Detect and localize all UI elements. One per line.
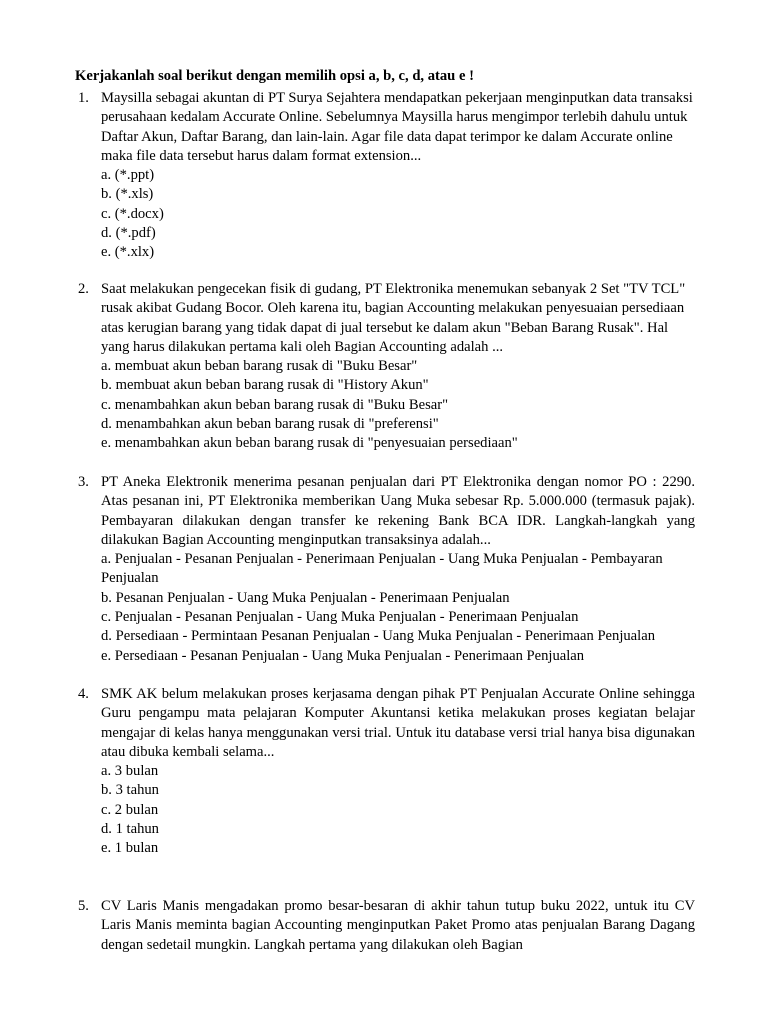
question-number: 1. [78, 90, 89, 106]
question-number: 5. [78, 898, 89, 914]
option-a: a. Penjualan - Pesanan Penjualan - Penerimaan Penjualan - Uang Muka Penjualan - Pembayaran Penjualan [101, 551, 663, 587]
question-text: Maysilla sebagai akuntan di PT Surya Sejahtera mendapatkan pekerjaan menginputkan data transaksi perusahaan kedalam Accurate Online. Sebelumnya Maysilla harus mengimpor terlebih dahulu untuk Daftar Akun, Daftar Barang, dan lain-lain. Agar file data dapat terimpor ke dalam Accurate online maka file data tersebut harus dalam format extension... [101, 90, 693, 164]
option-b: b. 3 tahun [101, 782, 159, 799]
option-c: c. Penjualan - Pesanan Penjualan - Uang Muka Penjualan - Penerimaan Penjualan [101, 609, 579, 626]
question-number: 3. [78, 474, 89, 490]
option-a: a. (*.ppt) [101, 167, 155, 184]
option-a: a. membuat akun beban barang rusak di "Buku Besar" [101, 358, 418, 375]
option-e: e. menambahkan akun beban barang rusak di "penyesuaian persediaan" [101, 435, 518, 452]
question-text: PT Aneka Elektronik menerima pesanan penjualan dari PT Elektronika dengan nomor PO : 2290. Atas pesanan ini, PT Elektronika memberikan Uang Muka sebesar Rp. 5.000.000 (termasuk pajak). Pembayaran dilakukan dengan transfer ke rekening Bank BCA IDR. Langkah-langkah yang dilakukan Bagian Accounting menginputkan transaksinya adalah... [101, 474, 695, 548]
option-b: b. (*.xls) [101, 186, 154, 203]
question-text: SMK AK belum melakukan proses kerjasama dengan pihak PT Penjualan Accurate Online sehingga Guru pengampu mata pelajaran Komputer Akuntansi ketika melakukan proses kegiatan belajar mengajar di kelas hanya menggunakan versi trial. Untuk itu database versi trial hanya bisa digunakan atau dibuka kembali selama... [101, 686, 695, 760]
question-number: 4. [78, 686, 89, 702]
option-d: d. menambahkan akun beban barang rusak di "preferensi" [101, 416, 439, 433]
option-d: d. 1 tahun [101, 821, 159, 838]
question-body [101, 89, 695, 263]
option-a: a. 3 bulan [101, 763, 159, 780]
option-e: e. (*.xlx) [101, 244, 155, 261]
instruction-heading: Kerjakanlah soal berikut dengan memilih opsi a, b, c, d, atau e ! [75, 68, 474, 84]
option-b: b. membuat akun beban barang rusak di "History Akun" [101, 377, 429, 394]
option-d: d. Persediaan - Permintaan Pesanan Penjualan - Uang Muka Penjualan - Penerimaan Penjualan [101, 628, 655, 645]
question-body [101, 473, 695, 666]
option-c: c. menambahkan akun beban barang rusak di "Buku Besar" [101, 396, 449, 413]
question-body [101, 897, 695, 955]
question-text: CV Laris Manis mengadakan promo besar-besaran di akhir tahun tutup buku 2022, untuk itu CV Laris Manis meminta bagian Accounting menginputkan Paket Promo atas penjualan Barang Dagang dengan sedetail mungkin. Langkah pertama yang dilakukan oleh Bagian [101, 898, 695, 953]
option-c: c. 2 bulan [101, 801, 159, 818]
option-b: b. Pesanan Penjualan - Uang Muka Penjualan - Penerimaan Penjualan [101, 589, 510, 606]
question-body [101, 280, 695, 454]
option-d: d. (*.pdf) [101, 225, 156, 242]
option-e: e. 1 bulan [101, 840, 159, 857]
question-text: Saat melakukan pengecekan fisik di gudang, PT Elektronika menemukan sebanyak 2 Set "TV TCL" rusak akibat Gudang Bocor. Oleh karena itu, bagian Accounting melakukan penyesuaian persediaan atas kerugian barang yang tidak dapat di jual tersebut ke dalam akun "Beban Barang Rusak". Hal yang harus dilakukan pertama kali oleh Bagian Accounting adalah ... [101, 281, 686, 355]
question-body [101, 685, 695, 859]
option-c: c. (*.docx) [101, 205, 164, 222]
question-number: 2. [78, 281, 89, 297]
option-e: e. Persediaan - Pesanan Penjualan - Uang Muka Penjualan - Penerimaan Penjualan [101, 647, 585, 664]
